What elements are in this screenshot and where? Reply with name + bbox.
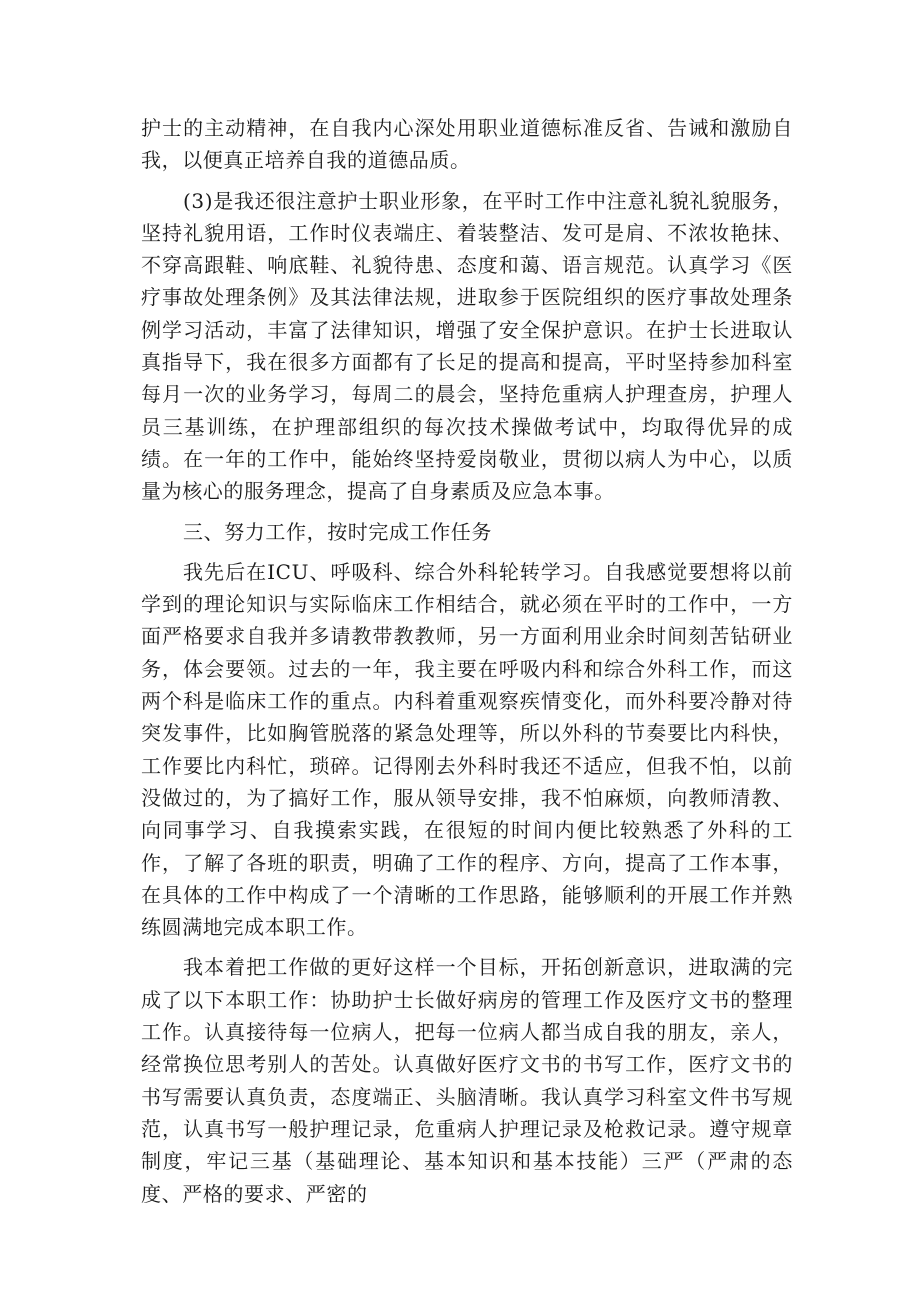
paragraph-continuation: 护士的主动精神，在自我内心深处用职业道德标准反省、告诫和激励自我，以便真正培养自我的道德品质。 bbox=[141, 116, 793, 173]
section-heading-3: 三、努力工作，按时完成工作任务 bbox=[183, 519, 492, 544]
paragraph-rotation-study: 我先后在ICU、呼吸科、综合外科轮转学习。自我感觉要想将以前学到的理论知识与实际临床工作相结合，就必须在平时的工作中，一方面严格要求自我并多请教带教教师，另一方面利用业余时间刻苦钻研业务，体会要领。过去的一年，我主要在呼吸内科和综合外科工作，而这两个科是临床工作的重点。内科着重观察疾情变化，而外科要冷静对待突发事件，比如胸管脱落的紧急处理等，所以外科的节奏要比内科快，工作要比内科忙，琐碎。记得刚去外科时我还不适应，但我不怕，以前没做过的，为了搞好工作，服从领导安排，我不怕麻烦，向教师清教、向同事学习、自我摸索实践，在很短的时间内便比较熟悉了外科的工作，了解了各班的职责，明确了工作的程序、方向，提高了工作本事，在具体的工作中构成了一个清晰的工作思路，能够顺利的开展工作并熟练圆满地完成本职工作。 bbox=[141, 559, 793, 940]
paragraph-professional-image: (3)是我还很注意护士职业形象，在平时工作中注意礼貌礼貌服务，坚持礼貌用语，工作时仪表端庄、着装整洁、发可是肩、不浓妆艳抹、不穿高跟鞋、响底鞋、礼貌待患、态度和蔼、语言规范。认真学习《医疗事故处理条例》及其法律法规，进取参于医院组织的医疗事故处理条例学习活动，丰富了法律知识，增强了安全保护意识。在护士长进取认真指导下，我在很多方面都有了长足的提高和提高，平时坚持参加科室每月一次的业务学习，每周二的晨会，坚持危重病人护理查房，护理人员三基训练，在护理部组织的每次技术操做考试中，均取得优异的成绩。在一年的工作中，能始终坚持爱岗敬业，贯彻以病人为中心，以质量为核心的服务理念，提高了自身素质及应急本事。 bbox=[141, 188, 793, 504]
document-body bbox=[141, 112, 793, 1210]
paragraph-duties: 我本着把工作做的更好这样一个目标，开拓创新意识，进取满的完成了以下本职工作：协助护士长做好病房的管理工作及医疗文书的整理工作。认真接待每一位病人，把每一位病人都当成自我的朋友，亲人，经常换位思考别人的苦处。认真做好医疗文书的书写工作，医疗文书的书写需要认真负责，态度端正、头脑清晰。我认真学习科室文件书写规范，认真书写一般护理记录，危重病人护理记录及枪救记录。遵守规章制度，牢记三基（基础理论、基本知识和基本技能）三严（严肃的态度、严格的要求、严密的 bbox=[141, 955, 793, 1206]
